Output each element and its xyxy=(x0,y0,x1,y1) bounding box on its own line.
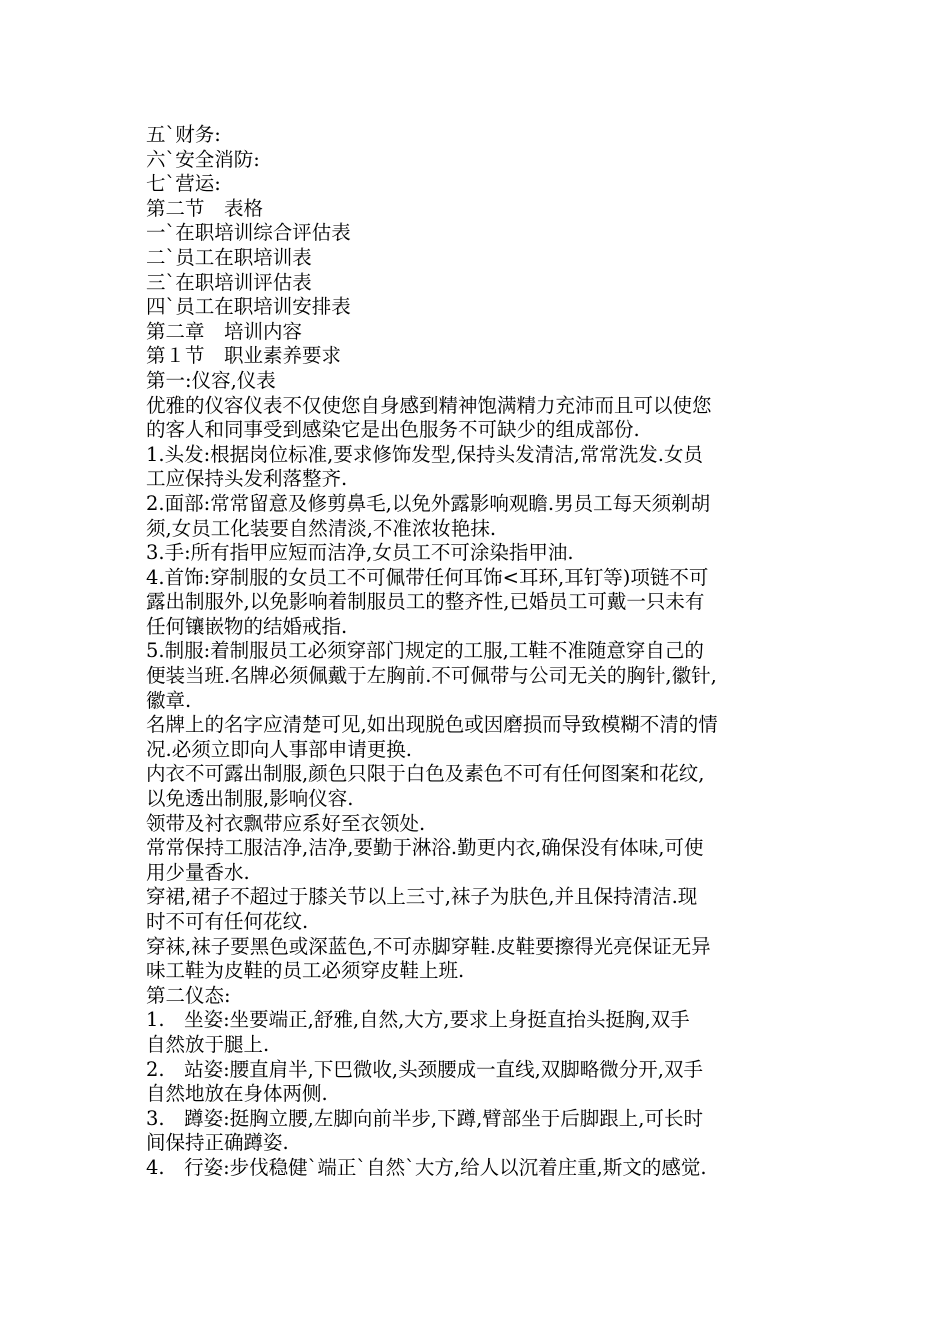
text-line: 内衣不可露出制服,颜色只限于白色及素色不可有任何图案和花纹, xyxy=(146,762,705,786)
text-line: 三`在职培训评估表 xyxy=(146,270,312,294)
text-line: 一`在职培训综合评估表 xyxy=(146,221,351,245)
text-line: 况.必须立即向人事部申请更换. xyxy=(146,737,412,761)
text-line: 徽章. xyxy=(146,688,192,712)
text-line: 五`财务: xyxy=(146,123,221,146)
text-line: 优雅的仪容仪表不仅使您自身感到精神饱满精力充沛而且可以使您 xyxy=(146,393,712,417)
section-heading: 第二节 表格 xyxy=(146,196,264,220)
text-line: 穿裙,裙子不超过于膝关节以上三寸,袜子为肤色,并且保持清洁.现 xyxy=(146,885,698,909)
text-line: 自然放于腿上. xyxy=(146,1032,270,1056)
text-line: 4.首饰:穿制服的女员工不可佩带任何耳饰<耳环,耳钉等)项链不可 xyxy=(146,565,709,589)
text-line: 二`员工在职培训表 xyxy=(146,245,312,269)
text-line: 1. 坐姿:坐要端正,舒雅,自然,大方,要求上身挺直抬头挺胸,双手 xyxy=(146,1008,690,1032)
text-line: 七`营运: xyxy=(146,172,221,196)
chapter-heading: 第二章 培训内容 xyxy=(146,319,303,343)
text-line: 以免透出制服,影响仪容. xyxy=(146,787,354,811)
text-line: 须,女员工化装要自然清淡,不准浓妆艳抹. xyxy=(146,516,497,540)
text-line: 2. 站姿:腰直肩半,下巴微收,头颈腰成一直线,双脚略微分开,双手 xyxy=(146,1057,703,1081)
text-line: 名牌上的名字应清楚可见,如出现脱色或因磨损而导致模糊不清的情 xyxy=(146,713,718,737)
text-line: 六`安全消防: xyxy=(146,147,260,171)
text-line: 4. 行姿:步伐稳健`端正`自然`大方,给人以沉着庄重,斯文的感觉. xyxy=(146,1155,707,1179)
text-line: 时不可有任何花纹. xyxy=(146,910,309,933)
text-line: 用少量香水. xyxy=(146,860,250,884)
text-line: 自然地放在身体两侧. xyxy=(146,1082,328,1106)
text-line: 间保持正确蹲姿. xyxy=(146,1131,289,1155)
subsection-heading: 第一:仪容,仪表 xyxy=(146,368,276,392)
section-heading: 第１节 职业素养要求 xyxy=(146,344,342,368)
text-line: 便装当班.名牌必须佩戴于左胸前.不可佩带与公司无关的胸针,徽针, xyxy=(146,664,717,688)
text-line: 穿袜,袜子要黑色或深蓝色,不可赤脚穿鞋.皮鞋要擦得光亮保证无异 xyxy=(146,934,711,958)
text-line: 2.面部:常常留意及修剪鼻毛,以免外露影响观瞻.男员工每天须剃胡 xyxy=(146,491,711,515)
text-line: 任何镶嵌物的结婚戒指. xyxy=(146,614,348,638)
text-line: 领带及衬衣飘带应系好至衣领处. xyxy=(146,811,426,835)
text-line: 1.头发:根据岗位标准,要求修饰发型,保持头发清洁,常常洗发.女员 xyxy=(146,442,703,466)
text-line: 工应保持头发利落整齐. xyxy=(146,467,348,491)
text-line: 3.手:所有指甲应短而洁净,女员工不可涂染指甲油. xyxy=(146,541,574,565)
text-line: 5.制服:着制服员工必须穿部门规定的工服,工鞋不准随意穿自己的 xyxy=(146,639,704,663)
text-line: 露出制服外,以免影响着制服员工的整齐性,已婚员工可戴一只未有 xyxy=(146,590,705,614)
text-line: 四`员工在职培训安排表 xyxy=(146,295,351,319)
text-line: 3. 蹲姿:挺胸立腰,左脚向前半步,下蹲,臂部坐于后脚跟上,可长时 xyxy=(146,1106,703,1130)
text-line: 味工鞋为皮鞋的员工必须穿皮鞋上班. xyxy=(146,959,465,983)
subsection-heading: 第二仪态: xyxy=(146,983,231,1007)
document-body xyxy=(146,123,826,1181)
text-line: 的客人和同事受到感染它是出色服务不可缺少的组成部份. xyxy=(146,418,640,442)
text-line: 常常保持工服洁净,洁净,要勤于淋浴.勤更内衣,确保没有体味,可使 xyxy=(146,836,704,860)
